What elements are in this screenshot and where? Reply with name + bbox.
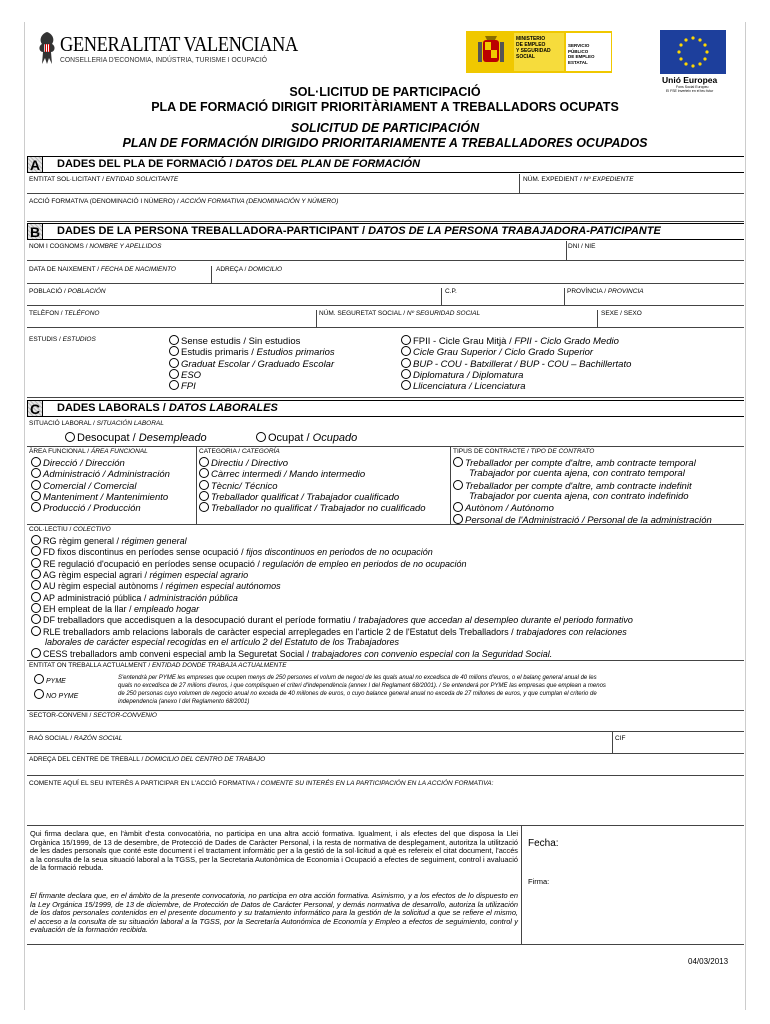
footer-date: 04/03/2013 bbox=[688, 957, 729, 966]
area-label: ÀREA FUNCIONAL / ÁREA FUNCIONAL bbox=[29, 448, 148, 455]
collective-radio[interactable] bbox=[31, 603, 41, 613]
ocupat-radio[interactable] bbox=[256, 432, 266, 442]
sector-field[interactable] bbox=[27, 710, 744, 732]
nom-field[interactable] bbox=[27, 241, 744, 261]
contract-label: Treballador per compte d'altre, amb contracte indefinit bbox=[465, 480, 692, 492]
contract-label-es: Trabajador por cuenta ajena, con contrato indefinido bbox=[469, 490, 689, 502]
study-left-label-es: FPI bbox=[181, 381, 196, 393]
contract-radio[interactable] bbox=[453, 502, 463, 512]
estudis-field bbox=[27, 328, 744, 398]
area-radio[interactable] bbox=[31, 468, 41, 478]
study-left-label-es: ESO bbox=[181, 369, 202, 381]
area-label: Manteniment / Mantenimiento bbox=[43, 491, 169, 503]
study-left-label-es: Graduat Escolar / Graduado Escolar bbox=[181, 358, 335, 370]
collective-radio[interactable] bbox=[31, 546, 41, 556]
area-radio[interactable] bbox=[31, 457, 41, 467]
study-right-radio[interactable] bbox=[401, 358, 411, 368]
area-label: Direcció / Dirección bbox=[43, 458, 125, 469]
naixement-field[interactable] bbox=[27, 261, 744, 284]
study-right-option[interactable] bbox=[401, 335, 619, 347]
study-right-label-va: FPII - Cicle Grau Mitjà / bbox=[413, 336, 515, 347]
entitat-actual-label: ENTITAT ON TREBALLA ACTUALMENT / ENTIDAD DONDE TRABAJA ACTUALMENTE bbox=[29, 662, 287, 669]
section-b-header bbox=[27, 223, 744, 240]
dni-label: DNI / NIE bbox=[568, 243, 596, 250]
categoria-option[interactable] bbox=[199, 457, 288, 469]
ministry-line-2: DE EMPLEO bbox=[516, 42, 546, 48]
study-left-label-va: Estudis primaris / bbox=[181, 347, 257, 359]
rle-continuation: laborales de carácter especial recogidas en el artículo 2 del Estatuto de los Trabajadores bbox=[45, 637, 400, 647]
collective-label-es: fijos discontinuos en periodos de no ocupación bbox=[246, 547, 433, 558]
study-right-radio[interactable] bbox=[401, 346, 411, 356]
tipus-label: TIPUS DE CONTRACTE / TIPO DE CONTRATO bbox=[453, 448, 595, 455]
study-right-label-es: FPII - Ciclo Grado Medio bbox=[514, 336, 619, 347]
categoria-label: Càrrec intermedi / Mando intermedio bbox=[211, 469, 366, 481]
collective-option[interactable] bbox=[31, 614, 633, 626]
contract-label: Treballador per compte d'altre, amb contracte temporal bbox=[465, 458, 696, 469]
gva-subtitle: CONSELLERIA D'ECONOMIA, INDÚSTRIA, TURISME I OCUPACIÓ bbox=[60, 55, 267, 64]
study-right-label-es: Cicle Grau Superior / Ciclo Grado Superior bbox=[413, 347, 594, 359]
declaration-va: Qui firma declara que, en l'àmbit d'esta convocatòria, no participa en una altra acció formativa. Igualment, i als efectes del que disposa la Llei Orgànica 15/1999, de 13 de desembre, de Protecció de Dades de Caràcter Personal, i la resta de normativa de desplegament, autoritza la utilització de les dades personals que conté este document i el tractament informàtic per a la gestió de la sol·licitud a què es refereix el citat document, l'accés a la consulta de la seua situació laboral a la TGSS, per la Secretaria Autonòmica de Economia i Ocupació a efectes de seguiment, control i avaluació de la formació rebuda. bbox=[30, 829, 518, 872]
cp-label: C.P. bbox=[445, 288, 457, 295]
collective-label-va: RG règim general / bbox=[43, 536, 122, 546]
section-c-title: DADES LABORALS / DATOS LABORALES bbox=[57, 402, 278, 414]
study-left-label-es: Estudios primarios bbox=[256, 347, 335, 359]
study-left-radio[interactable] bbox=[169, 380, 179, 390]
categoria-option[interactable] bbox=[199, 468, 365, 480]
collective-radio[interactable] bbox=[31, 535, 41, 545]
no-pyme-radio[interactable] bbox=[34, 689, 44, 699]
pyme-note: S'entendrà per PYME les empreses que ocupen menys de 250 persones el volum de negoci de les quals anual no excedisca de 40 milions d'euros, o el balanç general anual de les quals no excedisca de 27 milions d'euros, i que complisquen el criteri d'independència (annex I del Reglament 68/2001). / Se entenderá por PYME las empresas que emplean a menos de 250 personas cuyo volumen de negocio anual no exceda de 40 millones de euros, o cuyo balance general anual no exceda de 27 millones de euros, y que cumplan el criterio de independencia (anexo I del Reglamento 68/2001) bbox=[118, 675, 606, 705]
contract-radio[interactable] bbox=[453, 480, 463, 490]
collective-option[interactable] bbox=[31, 603, 199, 615]
title-va-2: PLA DE FORMACIÓ DIRIGIT PRIORITÀRIAMENT A TREBALLADORS OCUPATS bbox=[151, 100, 619, 114]
collective-label-va: AP administració pública / bbox=[43, 592, 149, 603]
study-right-option[interactable] bbox=[401, 369, 523, 381]
collective-radio[interactable] bbox=[31, 569, 41, 579]
collective-label-va: RE regulació d'ocupació en períodes sense ocupació / bbox=[43, 558, 263, 569]
cif-label: CIF bbox=[615, 735, 626, 742]
title-es-1: SOLICITUD DE PARTICIPACIÓN bbox=[290, 121, 480, 135]
title-va-1: SOL·LICITUD DE PARTICIPACIÓ bbox=[289, 85, 481, 99]
ss-label: NÚM. SEGURETAT SOCIAL / Nº SEGURIDAD SOCIAL bbox=[319, 310, 481, 317]
study-right-radio[interactable] bbox=[401, 369, 411, 379]
collective-label-es: empleado hogar bbox=[134, 603, 200, 614]
sepe-line-2: DE EMPLEO ESTATAL bbox=[568, 54, 595, 65]
collective-option[interactable] bbox=[31, 592, 238, 604]
adreca-centre-field[interactable] bbox=[27, 754, 744, 776]
adreca-centre-label: ADREÇA DEL CENTRE DE TREBALL / DOMICILIO DEL CENTRO DE TRABAJO bbox=[29, 756, 266, 763]
provincia-label: PROVÍNCIA / PROVINCIA bbox=[567, 288, 644, 295]
collective-label-va: FD fixos discontinus en períodes sense ocupació / bbox=[43, 547, 247, 558]
area-label: Comercial / Comercial bbox=[43, 480, 137, 492]
comente-field[interactable] bbox=[27, 776, 744, 826]
study-left-option[interactable] bbox=[169, 346, 335, 358]
poblacio-label: POBLACIÓ / POBLACIÓN bbox=[29, 288, 106, 295]
contract-label: Autònom / Autónomo bbox=[465, 503, 554, 515]
study-left-radio[interactable] bbox=[169, 335, 179, 345]
contract-radio[interactable] bbox=[453, 514, 463, 524]
radio-cess[interactable] bbox=[31, 648, 41, 658]
categoria-option[interactable] bbox=[199, 491, 399, 503]
study-right-option[interactable] bbox=[401, 346, 593, 358]
collective-label-va: AU règim especial autònoms / bbox=[43, 581, 166, 592]
collective-option[interactable] bbox=[31, 580, 281, 592]
spain-coat-of-arms-icon bbox=[476, 34, 506, 70]
collective-radio[interactable] bbox=[31, 558, 41, 568]
sector-label: SECTOR-CONVENI / SECTOR-CONVENIO bbox=[29, 712, 157, 719]
telefon-field[interactable] bbox=[27, 306, 744, 328]
categoria-radio[interactable] bbox=[199, 502, 209, 512]
study-left-radio[interactable] bbox=[169, 369, 179, 379]
section-a-letter: A bbox=[27, 156, 43, 173]
ministry-logo bbox=[466, 31, 612, 73]
area-option[interactable] bbox=[31, 468, 170, 480]
ministry-line-3: Y SEGURIDAD SOCIAL bbox=[516, 48, 551, 60]
categoria-radio[interactable] bbox=[199, 491, 209, 501]
area-label: Producció / Producción bbox=[43, 503, 141, 515]
gva-logo bbox=[36, 30, 298, 70]
no-pyme-option[interactable]: NO PYME bbox=[34, 689, 78, 702]
study-right-label-es: Llicenciatura / Licenciatura bbox=[413, 381, 526, 393]
collective-option[interactable] bbox=[31, 569, 248, 581]
ministry-line-1: MINISTERIO bbox=[516, 36, 546, 42]
eu-sub-1: Fons Social Europeu bbox=[676, 85, 709, 89]
naixement-label: DATA DE NAIXEMENT / FECHA DE NACIMIENTO bbox=[29, 266, 176, 273]
study-left-option[interactable] bbox=[169, 380, 196, 392]
collective-label-va: EH empleat de la llar / bbox=[43, 603, 135, 614]
categoria-radio[interactable] bbox=[199, 480, 209, 490]
expedient-label: NÚM. EXPEDIENT / Nº EXPEDIENTE bbox=[523, 176, 634, 183]
section-b-letter: B bbox=[27, 223, 43, 240]
study-left-radio[interactable] bbox=[169, 346, 179, 356]
categoria-radio[interactable] bbox=[199, 457, 209, 467]
sexe-label: SEXE / SEXO bbox=[601, 310, 642, 317]
situacio-label: SITUACIÓ LABORAL / SITUACIÓN LABORAL bbox=[29, 420, 164, 427]
collective-radio[interactable] bbox=[31, 614, 41, 624]
study-right-option[interactable] bbox=[401, 380, 525, 392]
study-left-option[interactable] bbox=[169, 369, 201, 381]
study-right-label-es: BUP - COU - Batxillerat / BUP - COU – Bachillertato bbox=[413, 358, 632, 370]
categoria-label: Directiu / Directivo bbox=[211, 458, 289, 469]
gva-bat-icon bbox=[36, 30, 58, 66]
area-option[interactable] bbox=[31, 457, 125, 469]
collective-radio[interactable] bbox=[31, 580, 41, 590]
area-option[interactable] bbox=[31, 491, 168, 503]
collective-label-es: régimen general bbox=[121, 536, 187, 546]
desocupat-radio[interactable] bbox=[65, 432, 75, 442]
rao-label: RAÓ SOCIAL / RAZÓN SOCIAL bbox=[29, 735, 123, 742]
categoria-option[interactable] bbox=[199, 480, 278, 492]
sepe-line-1: SERVICIO PÚBLICO bbox=[568, 43, 590, 54]
fecha-label: Fecha: bbox=[528, 838, 559, 849]
collective-label-es: administración pública bbox=[148, 592, 238, 603]
pyme-radio[interactable] bbox=[34, 674, 44, 684]
collective-label-va: AG règim especial agrari / bbox=[43, 569, 150, 580]
area-radio[interactable] bbox=[31, 502, 41, 512]
radio-rle[interactable] bbox=[31, 626, 41, 636]
collective-label-es: trabajadores que accedan al desempleo durante el periodo formativo bbox=[358, 615, 633, 626]
eu-sub-2: El FSE inverteix en el teu futur bbox=[666, 89, 714, 93]
ocupat-option[interactable]: Ocupat / Ocupado bbox=[256, 432, 357, 445]
area-radio[interactable] bbox=[31, 480, 41, 490]
accio-label: ACCIÓ FORMATIVA (DENOMINACIÓ I NÚMERO) / ACCIÓN FORMATIVA (DENOMINACIÓN Y NÚMERO) bbox=[29, 198, 339, 205]
collective-option[interactable] bbox=[31, 546, 433, 558]
collective-label-es: régimen especial autónomos bbox=[165, 581, 281, 592]
estudis-label: ESTUDIS / ESTUDIOS bbox=[29, 336, 96, 343]
telefon-label: TELÈFON / TELÉFONO bbox=[29, 310, 100, 317]
entitat-label: ENTITAT SOL·LICITANT / ENTIDAD SOLICITANTE bbox=[29, 176, 179, 183]
title-es-2: PLAN DE FORMACIÓN DIRIGIDO PRIORITARIAMENTE A TREBALLADORES OCUPADOS bbox=[122, 136, 648, 150]
collective-label-es: régimen especial agrario bbox=[149, 569, 249, 580]
categoria-label: Treballador qualificat / Trabajador cualificado bbox=[211, 491, 400, 503]
study-left-option[interactable] bbox=[169, 335, 300, 347]
nom-label: NOM I COGNOMS / NOMBRE Y APELLIDOS bbox=[29, 243, 162, 250]
rao-field[interactable] bbox=[27, 732, 744, 754]
collective-label-va: DF treballadors que accedisquen a la desocupació durant el període formatiu / bbox=[43, 615, 359, 626]
section-a-title: DADES DEL PLA DE FORMACIÓ / DATOS DEL PLAN DE FORMACIÓN bbox=[57, 158, 421, 170]
collective-option[interactable] bbox=[31, 558, 467, 570]
study-right-radio[interactable] bbox=[401, 335, 411, 345]
eu-flag-icon bbox=[660, 30, 726, 74]
accio-field[interactable] bbox=[27, 194, 744, 222]
study-left-option[interactable] bbox=[169, 358, 334, 370]
gva-name: GENERALITAT VALENCIANA bbox=[60, 32, 298, 56]
col-label: COL·LECTIU / COLECTIVO bbox=[29, 526, 111, 533]
comente-label: COMENTE AQUÍ EL SEU INTERÈS A PARTICIPAR EN L'ACCIÓ FORMATIVA / COMENTE SU INTERÉS EN LA PARTICIPACIÓN EN LA ACCIÓN FORMATIVA: bbox=[29, 780, 494, 787]
entitat-field[interactable] bbox=[27, 174, 744, 194]
contract-option[interactable] bbox=[453, 480, 692, 492]
categoria-label: CATEGORIA / CATEGORÍA bbox=[199, 448, 280, 455]
adreca-label: ADREÇA / DOMICILIO bbox=[216, 266, 283, 273]
section-c-header bbox=[27, 400, 744, 417]
study-left-radio[interactable] bbox=[169, 358, 179, 368]
contract-label: Personal de l'Administració / Personal de la administración bbox=[465, 514, 712, 526]
poblacio-field[interactable] bbox=[27, 284, 744, 306]
area-option[interactable] bbox=[31, 480, 136, 492]
pyme-option[interactable]: PYME bbox=[34, 674, 66, 687]
section-a-header bbox=[27, 156, 744, 173]
section-c-letter: C bbox=[27, 400, 43, 417]
collective-radio[interactable] bbox=[31, 592, 41, 602]
categoria-label: Tècnic/ Técnico bbox=[211, 480, 278, 492]
categoria-label: Treballador no qualificat / Trabajador no cualificado bbox=[211, 503, 426, 515]
contract-label-es: Trabajador por cuenta ajena, con contrato temporal bbox=[469, 468, 685, 480]
area-label: Administració / Administración bbox=[43, 469, 170, 481]
declaration-es: El firmante declara que, en el ámbito de la presente convocatoria, no participa en otra acción formativa. Asimismo, y a los efectos de lo dispuesto en la Ley Orgánica 15/1999, de 13 de diciembre, de Protección de Datos de Carácter Personal, y demás normativa de desarrollo, autoriza la utilización de los datos personales contenidos en el presente documento y su tratamiento informático para la gestión de la solicitud a que se refiere el mismo, el acceso a la consulta de su situación laboral a la TGSS, por la Secretaría Autonómica de Economía y Empleo a efectos de seguimiento, control y evaluación de la formación recibida. bbox=[30, 891, 518, 934]
collective-label-es: regulación de empleo en periodos de no ocupación bbox=[262, 558, 467, 569]
study-right-label-es: Diplomatura / Diplomatura bbox=[413, 369, 524, 381]
study-right-option[interactable] bbox=[401, 358, 631, 370]
firma-label: Firma: bbox=[528, 877, 550, 886]
eu-name: Unió Europea bbox=[662, 75, 718, 85]
collective-option-cess[interactable]: CESS treballadors amb conveni especial amb la Seguretat Social / trabajadores con convenio especial con la Seguridad Social. bbox=[31, 648, 552, 660]
collective-option-rle[interactable]: RLE treballadors amb relacions laborals de caràcter especial arreplegades en l'article 2 de l'Estatut dels Treballadors / trabajadores con relaciones bbox=[31, 626, 627, 638]
study-left-label-va: Sense estudis / Sin estudios bbox=[181, 336, 301, 347]
collective-option[interactable] bbox=[31, 535, 187, 547]
categoria-radio[interactable] bbox=[199, 468, 209, 478]
area-radio[interactable] bbox=[31, 491, 41, 501]
contract-radio[interactable] bbox=[453, 457, 463, 467]
section-b-title: DADES DE LA PERSONA TREBALLADORA-PARTICIPANT / DATOS DE LA PERSONA TRABAJADORA-PATICIPANTE bbox=[57, 225, 661, 237]
area-option[interactable] bbox=[31, 502, 141, 514]
study-right-radio[interactable] bbox=[401, 380, 411, 390]
categoria-option[interactable] bbox=[199, 502, 426, 514]
contract-option[interactable] bbox=[453, 457, 696, 469]
contract-option[interactable] bbox=[453, 502, 554, 514]
desocupat-option[interactable]: Desocupat / Desempleado bbox=[65, 432, 207, 445]
